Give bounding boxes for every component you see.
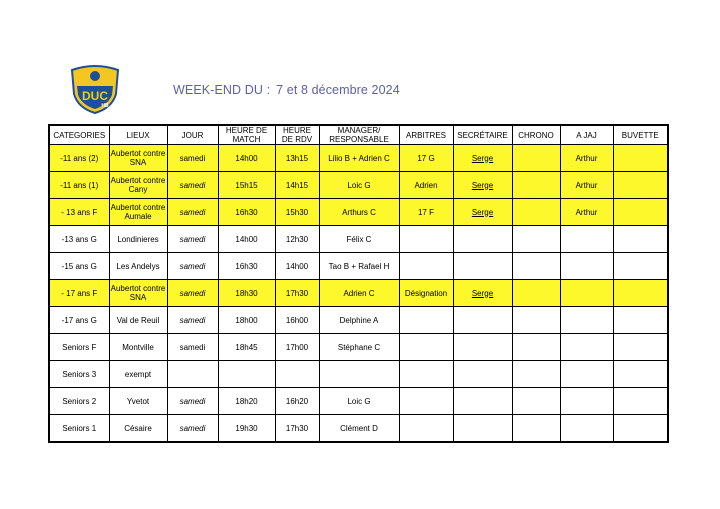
cell-secretaire [453, 334, 512, 361]
table-row [49, 199, 668, 226]
cell-chrono [512, 334, 560, 361]
cell-jour: samedi [167, 253, 218, 280]
logo-ball [90, 71, 100, 81]
cell-ajaj [560, 226, 613, 253]
cell-ajaj [560, 307, 613, 334]
cell-secretaire: Serge [453, 280, 512, 307]
cell-rdv: 17h30 [275, 280, 319, 307]
schedule-table [48, 124, 669, 443]
cell-ajaj: Arthur [560, 199, 613, 226]
cell-categorie: -11 ans (1) [49, 172, 109, 199]
table-row [49, 145, 668, 172]
cell-rdv: 15h30 [275, 199, 319, 226]
cell-rdv: 13h15 [275, 145, 319, 172]
cell-lieu: Aubertot contre Aumale [109, 199, 167, 226]
cell-jour: samedi [167, 388, 218, 415]
cell-lieu: Yvetot [109, 388, 167, 415]
cell-match: 14h00 [218, 226, 275, 253]
cell-buvette [613, 334, 668, 361]
table-row [49, 307, 668, 334]
cell-manager [319, 361, 399, 388]
cell-manager: Delphine A [319, 307, 399, 334]
cell-manager: Loic G [319, 172, 399, 199]
col-header: MANAGER/ RESPONSABLE [319, 125, 399, 145]
cell-chrono [512, 388, 560, 415]
table-row [49, 280, 668, 307]
cell-match: 16h30 [218, 199, 275, 226]
cell-arbitres [399, 307, 453, 334]
cell-lieu: Césaire [109, 415, 167, 443]
cell-ajaj: Arthur [560, 145, 613, 172]
table-row [49, 415, 668, 443]
cell-manager: Lilio B + Adrien C [319, 145, 399, 172]
cell-secretaire: Serge [453, 172, 512, 199]
cell-secretaire: Serge [453, 199, 512, 226]
cell-arbitres: 17 G [399, 145, 453, 172]
cell-buvette [613, 361, 668, 388]
cell-jour: samedi [167, 199, 218, 226]
cell-match: 14h00 [218, 145, 275, 172]
cell-buvette [613, 199, 668, 226]
cell-manager: Clément D [319, 415, 399, 443]
col-header: SECRÉTAIRE [453, 125, 512, 145]
col-header: ARBITRES [399, 125, 453, 145]
table-row [49, 226, 668, 253]
cell-manager: Loic G [319, 388, 399, 415]
cell-ajaj [560, 415, 613, 443]
cell-match: 18h00 [218, 307, 275, 334]
cell-secretaire [453, 253, 512, 280]
cell-categorie: -17 ans G [49, 307, 109, 334]
cell-jour [167, 361, 218, 388]
cell-lieu: Londinieres [109, 226, 167, 253]
cell-categorie: - 13 ans F [49, 199, 109, 226]
cell-manager: Stéphane C [319, 334, 399, 361]
cell-lieu: Aubertot contre SNA [109, 145, 167, 172]
col-header: CATEGORIES [49, 125, 109, 145]
cell-buvette [613, 226, 668, 253]
cell-buvette [613, 307, 668, 334]
cell-arbitres [399, 388, 453, 415]
cell-lieu: exempt [109, 361, 167, 388]
cell-match: 15h15 [218, 172, 275, 199]
cell-jour: samedi [167, 280, 218, 307]
cell-arbitres: 17 F [399, 199, 453, 226]
cell-categorie: Seniors 1 [49, 415, 109, 443]
cell-chrono [512, 415, 560, 443]
cell-secretaire [453, 415, 512, 443]
col-header: CHRONO [512, 125, 560, 145]
cell-chrono [512, 172, 560, 199]
cell-match: 18h30 [218, 280, 275, 307]
cell-buvette [613, 172, 668, 199]
col-header: LIEUX [109, 125, 167, 145]
cell-jour: samedi [167, 172, 218, 199]
club-logo [68, 64, 122, 114]
cell-manager: Arthurs C [319, 199, 399, 226]
table-row [49, 172, 668, 199]
cell-lieu: Aubertot contre Cany [109, 172, 167, 199]
cell-arbitres [399, 415, 453, 443]
title-dates: 7 et 8 décembre 2024 [276, 83, 400, 97]
cell-match [218, 361, 275, 388]
cell-rdv: 14h15 [275, 172, 319, 199]
cell-match: 19h30 [218, 415, 275, 443]
cell-arbitres [399, 361, 453, 388]
cell-rdv: 14h00 [275, 253, 319, 280]
cell-ajaj [560, 334, 613, 361]
cell-arbitres: Adrien [399, 172, 453, 199]
cell-rdv: 12h30 [275, 226, 319, 253]
cell-categorie: -11 ans (2) [49, 145, 109, 172]
cell-jour: samedi [167, 415, 218, 443]
cell-arbitres [399, 253, 453, 280]
cell-lieu: Val de Reuil [109, 307, 167, 334]
cell-jour: samedi [167, 307, 218, 334]
cell-chrono [512, 226, 560, 253]
cell-arbitres [399, 334, 453, 361]
cell-secretaire [453, 307, 512, 334]
logo-sub: HB [101, 103, 109, 109]
cell-manager: Tao B + Rafael H [319, 253, 399, 280]
title-prefix: WEEK-END DU : [173, 83, 271, 97]
cell-secretaire [453, 226, 512, 253]
cell-secretaire [453, 388, 512, 415]
col-header: A JAJ [560, 125, 613, 145]
cell-chrono [512, 361, 560, 388]
cell-buvette [613, 388, 668, 415]
cell-lieu: Aubertot contre SNA [109, 280, 167, 307]
cell-categorie: - 17 ans F [49, 280, 109, 307]
header-row [49, 125, 668, 145]
cell-secretaire [453, 361, 512, 388]
cell-lieu: Les Andelys [109, 253, 167, 280]
page-title [173, 83, 400, 97]
cell-ajaj [560, 280, 613, 307]
cell-manager: Adrien C [319, 280, 399, 307]
cell-rdv: 16h00 [275, 307, 319, 334]
cell-ajaj [560, 253, 613, 280]
table-row [49, 334, 668, 361]
cell-chrono [512, 280, 560, 307]
cell-categorie: Seniors F [49, 334, 109, 361]
cell-secretaire: Serge [453, 145, 512, 172]
cell-chrono [512, 253, 560, 280]
cell-buvette [613, 280, 668, 307]
cell-categorie: Seniors 3 [49, 361, 109, 388]
cell-categorie: -15 ans G [49, 253, 109, 280]
cell-ajaj [560, 361, 613, 388]
col-header: JOUR [167, 125, 218, 145]
cell-match: 18h20 [218, 388, 275, 415]
col-header: BUVETTE [613, 125, 668, 145]
cell-match: 16h30 [218, 253, 275, 280]
cell-buvette [613, 415, 668, 443]
cell-chrono [512, 199, 560, 226]
cell-buvette [613, 253, 668, 280]
col-header: HEURE DE RDV [275, 125, 319, 145]
cell-match: 18h45 [218, 334, 275, 361]
cell-rdv [275, 361, 319, 388]
table-row [49, 253, 668, 280]
cell-manager: Félix C [319, 226, 399, 253]
cell-jour: samedi [167, 334, 218, 361]
cell-buvette [613, 145, 668, 172]
cell-rdv: 17h30 [275, 415, 319, 443]
cell-arbitres: Désignation [399, 280, 453, 307]
col-header: HEURE DE MATCH [218, 125, 275, 145]
logo-text: DUC [82, 89, 108, 103]
cell-chrono [512, 307, 560, 334]
cell-categorie: Seniors 2 [49, 388, 109, 415]
cell-jour: samedi [167, 145, 218, 172]
cell-rdv: 17h00 [275, 334, 319, 361]
cell-rdv: 16h20 [275, 388, 319, 415]
cell-arbitres [399, 226, 453, 253]
cell-jour: samedi [167, 226, 218, 253]
table-row [49, 388, 668, 415]
cell-ajaj [560, 388, 613, 415]
cell-ajaj: Arthur [560, 172, 613, 199]
cell-categorie: -13 ans G [49, 226, 109, 253]
cell-lieu: Montville [109, 334, 167, 361]
table-row [49, 361, 668, 388]
cell-chrono [512, 145, 560, 172]
